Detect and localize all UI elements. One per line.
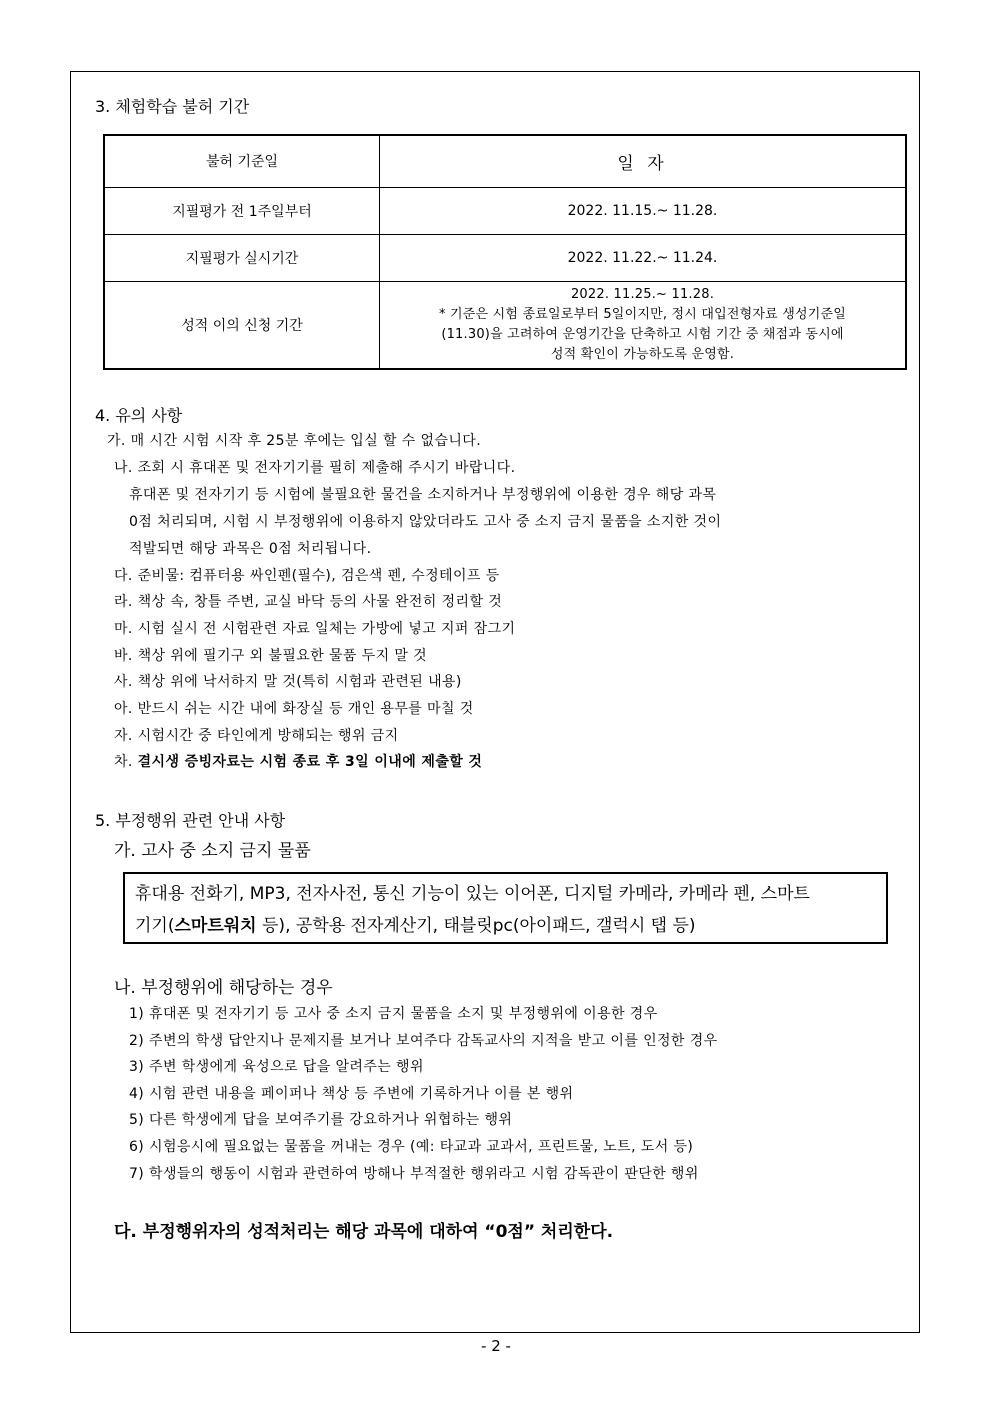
page-number: - 2 -	[481, 1337, 511, 1355]
subsection-a-heading: 가. 고사 중 소지 금지 물품	[114, 841, 311, 861]
list-item: 휴대폰 및 전자기기 등 시험에 불필요한 물건을 소지하거나 부정행위에 이용한 경우 해당 과목	[129, 487, 717, 503]
note-line: 성적 확인이 가능하도록 운영함.	[550, 346, 735, 362]
list-item: 마. 시험 실시 전 시험관련 자료 일체는 가방에 넣고 지퍼 잠그기	[114, 621, 516, 637]
list-item: 아. 반드시 쉬는 시간 내에 화장실 등 개인 용무를 마칠 것	[114, 701, 474, 717]
list-item: 바. 책상 위에 필기구 외 불필요한 물품 두지 말 것	[114, 648, 428, 664]
table-cell-date: 2022. 11.25.~ 11.28.	[570, 286, 715, 302]
table-cell: 성적 이의 신청 기간	[104, 281, 380, 369]
list-item: 가. 매 시간 시험 시작 후 25분 후에는 입실 할 수 없습니다.	[107, 433, 482, 449]
list-item: 다. 준비물: 컴퓨터용 싸인펜(필수), 검은색 펜, 수정테이프 등	[114, 568, 500, 584]
list-item-bold	[114, 751, 482, 771]
section3-heading: 3. 체험학습 불허 기간	[95, 97, 250, 116]
list-item: 2) 주변의 학생 답안지나 문제지를 보거나 보여주다 감독교사의 지적을 받고 이를 인정한 경우	[129, 1033, 718, 1049]
note-line: (11.30)을 고려하여 운영기간을 단축하고 시험 기간 중 채점과 동시에	[441, 326, 844, 342]
table-note-cell	[380, 281, 907, 369]
subsection-b-heading: 나. 부정행위에 해당하는 경우	[114, 978, 333, 998]
table-row	[104, 234, 906, 281]
list-item: 나. 조회 시 휴대폰 및 전자기기를 필히 제출해 주시기 바랍니다.	[114, 460, 516, 476]
table-cell: 2022. 11.22.~ 11.24.	[380, 234, 907, 281]
box-line: 휴대용 전화기, MP3, 전자사전, 통신 기능이 있는 이어폰, 디지털 카메라, 카메라 펜, 스마트	[135, 884, 810, 904]
list-item: 3) 주변 학생에게 육성으로 답을 알려주는 행위	[129, 1059, 424, 1075]
list-item-bold-text: 결시생 증빙자료는 시험 종료 후 3일 이내에 제출할 것	[137, 754, 483, 770]
table-header-row	[104, 135, 906, 187]
box-text-bold: 스마트워치	[174, 916, 257, 936]
note-line: * 기준은 시험 종료일로부터 5일이지만, 정시 대입전형자료 생성기준일	[438, 306, 847, 322]
section5-heading: 5. 부정행위 관련 안내 사항	[95, 811, 286, 830]
list-item: 1) 휴대폰 및 전자기기 등 고사 중 소지 금지 물품을 소지 및 부정행위에 이용한 경우	[129, 1006, 658, 1022]
schedule-table	[103, 134, 907, 370]
section4-heading: 4. 유의 사항	[95, 406, 183, 425]
list-item: 라. 책상 속, 창틀 주변, 교실 바닥 등의 사물 완전히 정리할 것	[114, 594, 503, 610]
list-item: 자. 시험시간 중 타인에게 방해되는 행위 금지	[114, 728, 399, 744]
list-item: 4) 시험 관련 내용을 페이퍼나 책상 등 주변에 기록하거나 이를 본 행위	[129, 1086, 574, 1102]
table-row	[104, 281, 906, 369]
list-item: 6) 시험응시에 필요없는 물품을 꺼내는 경우 (예: 타교과 교과서, 프린트물, 노트, 도서 등)	[129, 1139, 694, 1155]
table-cell: 지필평가 실시기간	[104, 234, 380, 281]
list-item-prefix: 차.	[114, 754, 138, 770]
table-header-cell: 일 자	[380, 135, 907, 187]
box-text: 등), 공학용 전자계산기, 태블릿pc(아이패드, 갤럭시 탭 등)	[256, 916, 696, 936]
table-header-cell: 불허 기준일	[104, 135, 380, 187]
box-text: 기기(	[135, 916, 175, 936]
list-item: 7) 학생들의 행동이 시험과 관련하여 방해나 부적절한 행위라고 시험 감독관이 판단한 행위	[129, 1166, 699, 1182]
table-row	[104, 187, 906, 234]
list-item: 5) 다른 학생에게 답을 보여주기를 강요하거나 위협하는 행위	[129, 1112, 513, 1128]
subsection-c-heading: 다. 부정행위자의 성적처리는 해당 과목에 대하여 “0점” 처리한다.	[114, 1222, 614, 1242]
list-item: 적발되면 해당 과목은 0점 처리됩니다.	[129, 541, 372, 557]
box-line	[135, 910, 876, 942]
list-item: 사. 책상 위에 낙서하지 말 것(특히 시험과 관련된 내용)	[114, 674, 462, 690]
table-cell: 지필평가 전 1주일부터	[104, 187, 380, 234]
table-cell: 2022. 11.15.~ 11.28.	[380, 187, 907, 234]
list-item: 0점 처리되며, 시험 시 부정행위에 이용하지 않았더라도 고사 중 소지 금지 물품을 소지한 것이	[129, 514, 722, 530]
prohibited-items-box	[123, 872, 888, 944]
